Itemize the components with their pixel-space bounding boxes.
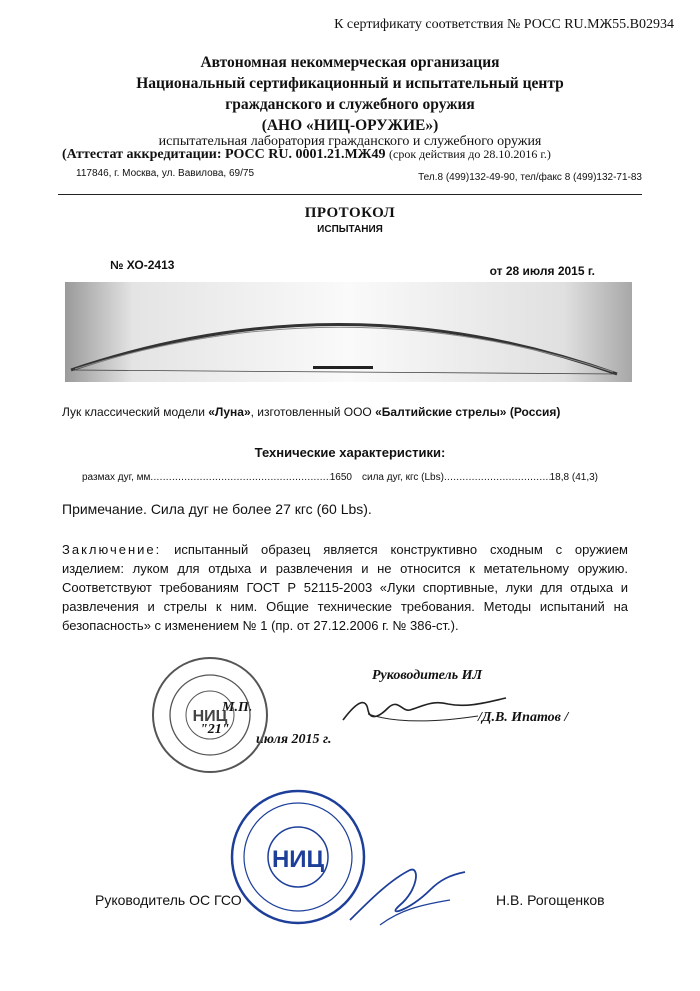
spec-draw-value: 18,8 (41,3) [549, 472, 598, 483]
protocol-number: № ХО-2413 [110, 258, 175, 272]
spec-span [82, 472, 352, 483]
certificate-reference: К сертификату соответствия № РОСС RU.МЖ55.В02934 [334, 17, 674, 32]
svg-text:НИЦ: НИЦ [271, 846, 325, 873]
stamp-seal-1 [150, 655, 270, 775]
protocol-subtitle: ИСПЫТАНИЯ [317, 224, 383, 235]
phones: Тел.8 (499)132-49-90, тел/факс 8 (499)132-71-83 [418, 172, 642, 183]
os-head-title: Руководитель ОС ГСО [95, 892, 242, 908]
address: 117846, г. Москва, ул. Вавилова, 69/75 [76, 168, 255, 179]
sign-month-year: июля 2015 г. [256, 732, 332, 747]
header-divider [58, 194, 642, 195]
org-line-3: гражданского и служебного оружия [225, 96, 475, 113]
head-title: Руководитель ИЛ [372, 668, 483, 683]
accreditation-line [62, 147, 551, 163]
svg-text:НИЦ: НИЦ [192, 708, 228, 725]
spec-draw-label: сила дуг, кгс (Lbs) [362, 472, 444, 483]
org-line-4: (АНО «НИЦ-ОРУЖИЕ») [261, 117, 439, 134]
item-model: «Луна» [208, 405, 251, 419]
specs-heading: Технические характеристики: [254, 445, 446, 460]
org-line-2: Национальный сертификационный и испытательный центр [136, 75, 564, 92]
spec-span-leader [150, 472, 329, 483]
bow-photo [65, 282, 632, 382]
note: Примечание. Сила дуг не более 27 кгс (60 Lbs). [62, 501, 372, 517]
head-name: /Д.В. Ипатов / [478, 710, 569, 725]
spec-draw [362, 472, 598, 483]
accreditation-number: (Аттестат аккредитации: РОСС RU. 0001.21.МЖ49 [62, 147, 386, 162]
item-maker: «Балтийские стрелы» [375, 405, 507, 419]
signature-head [338, 690, 508, 730]
item-description [62, 405, 560, 419]
signature-os [340, 860, 470, 930]
spec-span-label: размах дуг, мм [82, 472, 151, 483]
lab-line: испытательная лаборатория гражданского и служебного оружия [158, 134, 542, 149]
conclusion [62, 540, 628, 635]
mp-label: М.П. [222, 700, 253, 715]
protocol-date: от 28 июля 2015 г. [489, 264, 595, 278]
conclusion-heading: Заключение: [62, 542, 162, 557]
conclusion-text: испытанный образец является конструктивно сходным с оружием изделием: луком для отдыха и развлечения и не относится к метательному оружию. Соответствуют требованиям ГОСТ Р 52115-2003 «Луки спортивные, луки для отдыха и развлечения и стрелы к ним. Общие технические требования. Методы испытаний на безопасность» с изменением № 1 (пр. от 27.12.2006 г. № 386-ст.). [62, 542, 628, 633]
accreditation-validity: (срок действия до 28.10.2016 г.) [389, 147, 551, 161]
item-desc-mid: , изготовленный ООО [250, 405, 376, 419]
protocol-title: ПРОТОКОЛ [304, 205, 396, 221]
org-line-1: Автономная некоммерческая организация [200, 54, 500, 71]
spec-draw-leader [444, 472, 550, 483]
sign-day: "21" [200, 722, 230, 737]
os-head-name: Н.В. Рогощенков [496, 892, 605, 908]
item-desc-prefix: Лук классический модели [62, 405, 209, 419]
spec-span-value: 1650 [329, 472, 352, 483]
item-country: (Россия) [506, 405, 561, 419]
